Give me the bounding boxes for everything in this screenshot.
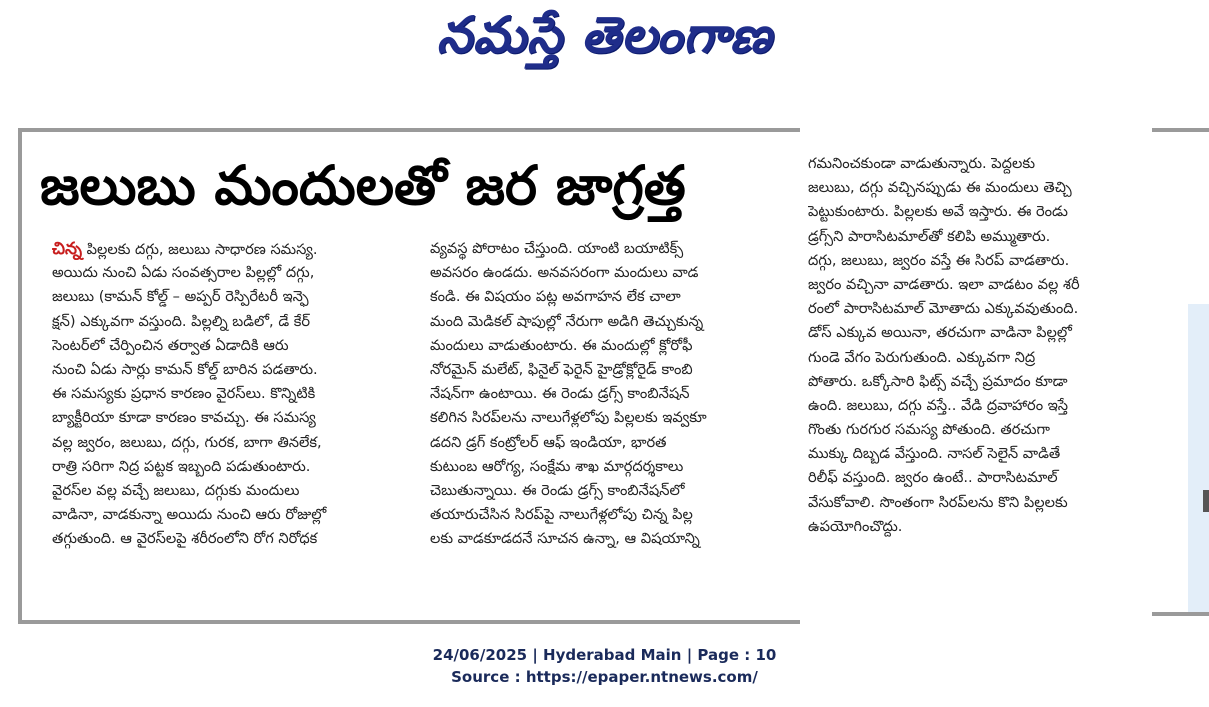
- article-line: వైరస్‌ల వల్ల వచ్చే జలుబు, దగ్గుకు మందులు: [52, 481, 300, 499]
- article-line: గొంతు గురగుర సమస్య పోతుంది. తరచుగా: [808, 421, 1050, 439]
- adjacent-article-fragment: [1203, 490, 1209, 512]
- source-url[interactable]: Source : https://epaper.ntnews.com/: [451, 668, 758, 686]
- article-headline: జలుబు మందులతో జర జాగ్రత్త: [40, 154, 686, 217]
- article-line: నేషన్‌గా ఉంటాయి. ఈ రెండు డ్రగ్స్ కాంబినేషన్: [430, 385, 690, 403]
- article-line: అవసరం ఉండదు. అనవసరంగా మందులు వాడ: [430, 264, 699, 282]
- article-line: జలుబు (కామన్ కోల్డ్ – అప్పర్ రెస్పిరేటరీ ఇన్ఫె: [52, 288, 309, 306]
- article-line: రిలీఫ్ వస్తుంది. జ్వరం ఉంటే.. పారాసిటమాల్: [808, 469, 1058, 487]
- article-line: సెంటర్‌లో చేర్పించిన తర్వాత ఏడాదికి ఆరు: [52, 336, 289, 354]
- article-column-3: [808, 152, 1153, 539]
- article-line: మందులు వాడుతుంటారు. ఈ మందుల్లో క్లోరోఫీ: [430, 336, 693, 354]
- article-line: మంది మెడికల్ షాపుల్లో నేరుగా అడిగి తెచ్చుకున్న: [430, 312, 704, 330]
- article-line: పోతారు. ఒక్కోసారి ఫిట్స్ వచ్చే ప్రమాదం కూడా: [808, 372, 1068, 390]
- article-column-1: [52, 237, 404, 551]
- article-line: కుటుంబ ఆరోగ్య, సంక్షేమ శాఖ మార్గదర్శకాలు: [430, 457, 684, 475]
- article-line: వేసుకోవాలి. సొంతంగా సిరప్‌లను కొని పిల్లలకు: [808, 493, 1068, 511]
- edition-info: 24/06/2025 | Hyderabad Main | Page : 10: [432, 646, 777, 664]
- article-line: నోరమైన్ మలేట్, ఫినైల్ ఫెరైన్ హైడ్రోక్లోరైడ్ కాంబి: [430, 360, 693, 378]
- article-line: చెబుతున్నాయి. ఈ రెండు డ్రగ్స్ కాంబినేషన్‌లో: [430, 481, 685, 499]
- article-line: చిన్న పిల్లలకు దగ్గు, జలుబు సాధారణ సమస్య.: [52, 239, 318, 259]
- article-line: నుంచి ఏడు సార్లు కామన్ కోల్డ్ బారిన పడతారు.: [52, 360, 318, 378]
- article-line: గుండె వేగం పెరుగుతుంది. ఎక్కువగా నిద్ర: [808, 348, 1036, 366]
- article-line: డదని డ్రగ్ కంట్రోలర్ ఆఫ్ ఇండియా, భారత: [430, 433, 667, 451]
- adjacent-article-strip: [1188, 304, 1209, 612]
- article-column-2: [430, 237, 782, 551]
- article-line: కలిగిన సిరప్‌లను నాలుగేళ్లలోపు పిల్లలకు ఇవ్వకూ: [430, 409, 707, 427]
- article-line: వ్యవస్థ పోరాటం చేస్తుంది. యాంటి బయాటిక్స్: [430, 240, 684, 257]
- article-line: దగ్గు, జలుబు, జ్వరం వస్తే ఈ సిరప్ వాడతారు.: [808, 251, 1070, 269]
- article-line: ఉపయోగించొద్దు.: [808, 517, 903, 535]
- article-line: కండి. ఈ విషయం పట్ల అవగాహన లేక చాలా: [430, 288, 681, 306]
- article-line: తయారుచేసిన సిరప్‌పై నాలుగేళ్లలోపు చిన్న పిల్ల: [430, 506, 693, 524]
- article-line: ఈ సమస్యకు ప్రధాన కారణం వైరస్‌లు. కొన్నిటికి: [52, 385, 316, 403]
- lead-word: చిన్న: [52, 239, 83, 259]
- article-line: ముక్కు దిబ్బడ వేస్తుంది. నాసల్ సెలైన్ వాడితే: [808, 445, 1061, 463]
- article-line: గమనించకుండా వాడుతున్నారు. పెద్దలకు: [808, 155, 1036, 172]
- article-line: తగ్గుతుంది. ఆ వైరస్‌లపై శరీరంలోని రోగ నిరోధక: [52, 530, 318, 548]
- article-line: వల్ల జ్వరం, జలుబు, దగ్గు, గురక, బాగా తినలేక,: [52, 433, 322, 451]
- article-line: వాడినా, వాడకున్నా అయిదు నుంచి ఆరు రోజుల్లో: [52, 506, 327, 524]
- newspaper-masthead: నమస్తే తెలంగాణ: [436, 6, 773, 64]
- article-line: ఉంది. జలుబు, దగ్గు వస్తే.. వేడి ద్రవాహారం ఇస్తే: [808, 396, 1069, 414]
- adjacent-article-rule-top: [1152, 128, 1209, 132]
- article-line: బ్యాక్టీరియా కూడా కారణం కావచ్చు. ఈ సమస్య: [52, 409, 316, 427]
- article-line: రాత్రి సరిగా నిద్ర పట్టక ఇబ్బంది పడుతుంటారు.: [52, 457, 311, 475]
- article-line: పెట్టుకుంటారు. పిల్లలకు అవే ఇస్తారు. ఈ రెండు: [808, 203, 1068, 221]
- article-line: లకు వాడకూడదనే సూచన ఉన్నా, ఆ విషయాన్ని: [430, 530, 700, 548]
- article-line: డోస్ ఎక్కువ అయినా, తరచుగా వాడినా పిల్లల్లో: [808, 324, 1072, 342]
- article-line: రంలో పారాసిటమాల్ మోతాదు ఎక్కువవుతుంది.: [808, 300, 1079, 318]
- adjacent-article-rule-bottom: [1152, 612, 1209, 616]
- article-line: జ్వరం వచ్చినా వాడతారు. ఇలా వాడటం వల్ల శరీ: [808, 275, 1080, 293]
- article-line: డ్రగ్స్‌ని పారాసిటమాల్‌తో కలిపి అమ్ముతారు.: [808, 227, 1051, 245]
- article-line: అయిదు నుంచి ఏడు సంవత్సరాల పిల్లల్లో దగ్గు,: [52, 264, 315, 282]
- article-line: జలుబు, దగ్గు వచ్చినప్పుడు ఈ మందులు తెచ్చి: [808, 179, 1072, 197]
- article-line: క్షన్) ఎక్కువగా వస్తుంది. పిల్లల్ని బడిలో, డే కేర్: [52, 312, 311, 330]
